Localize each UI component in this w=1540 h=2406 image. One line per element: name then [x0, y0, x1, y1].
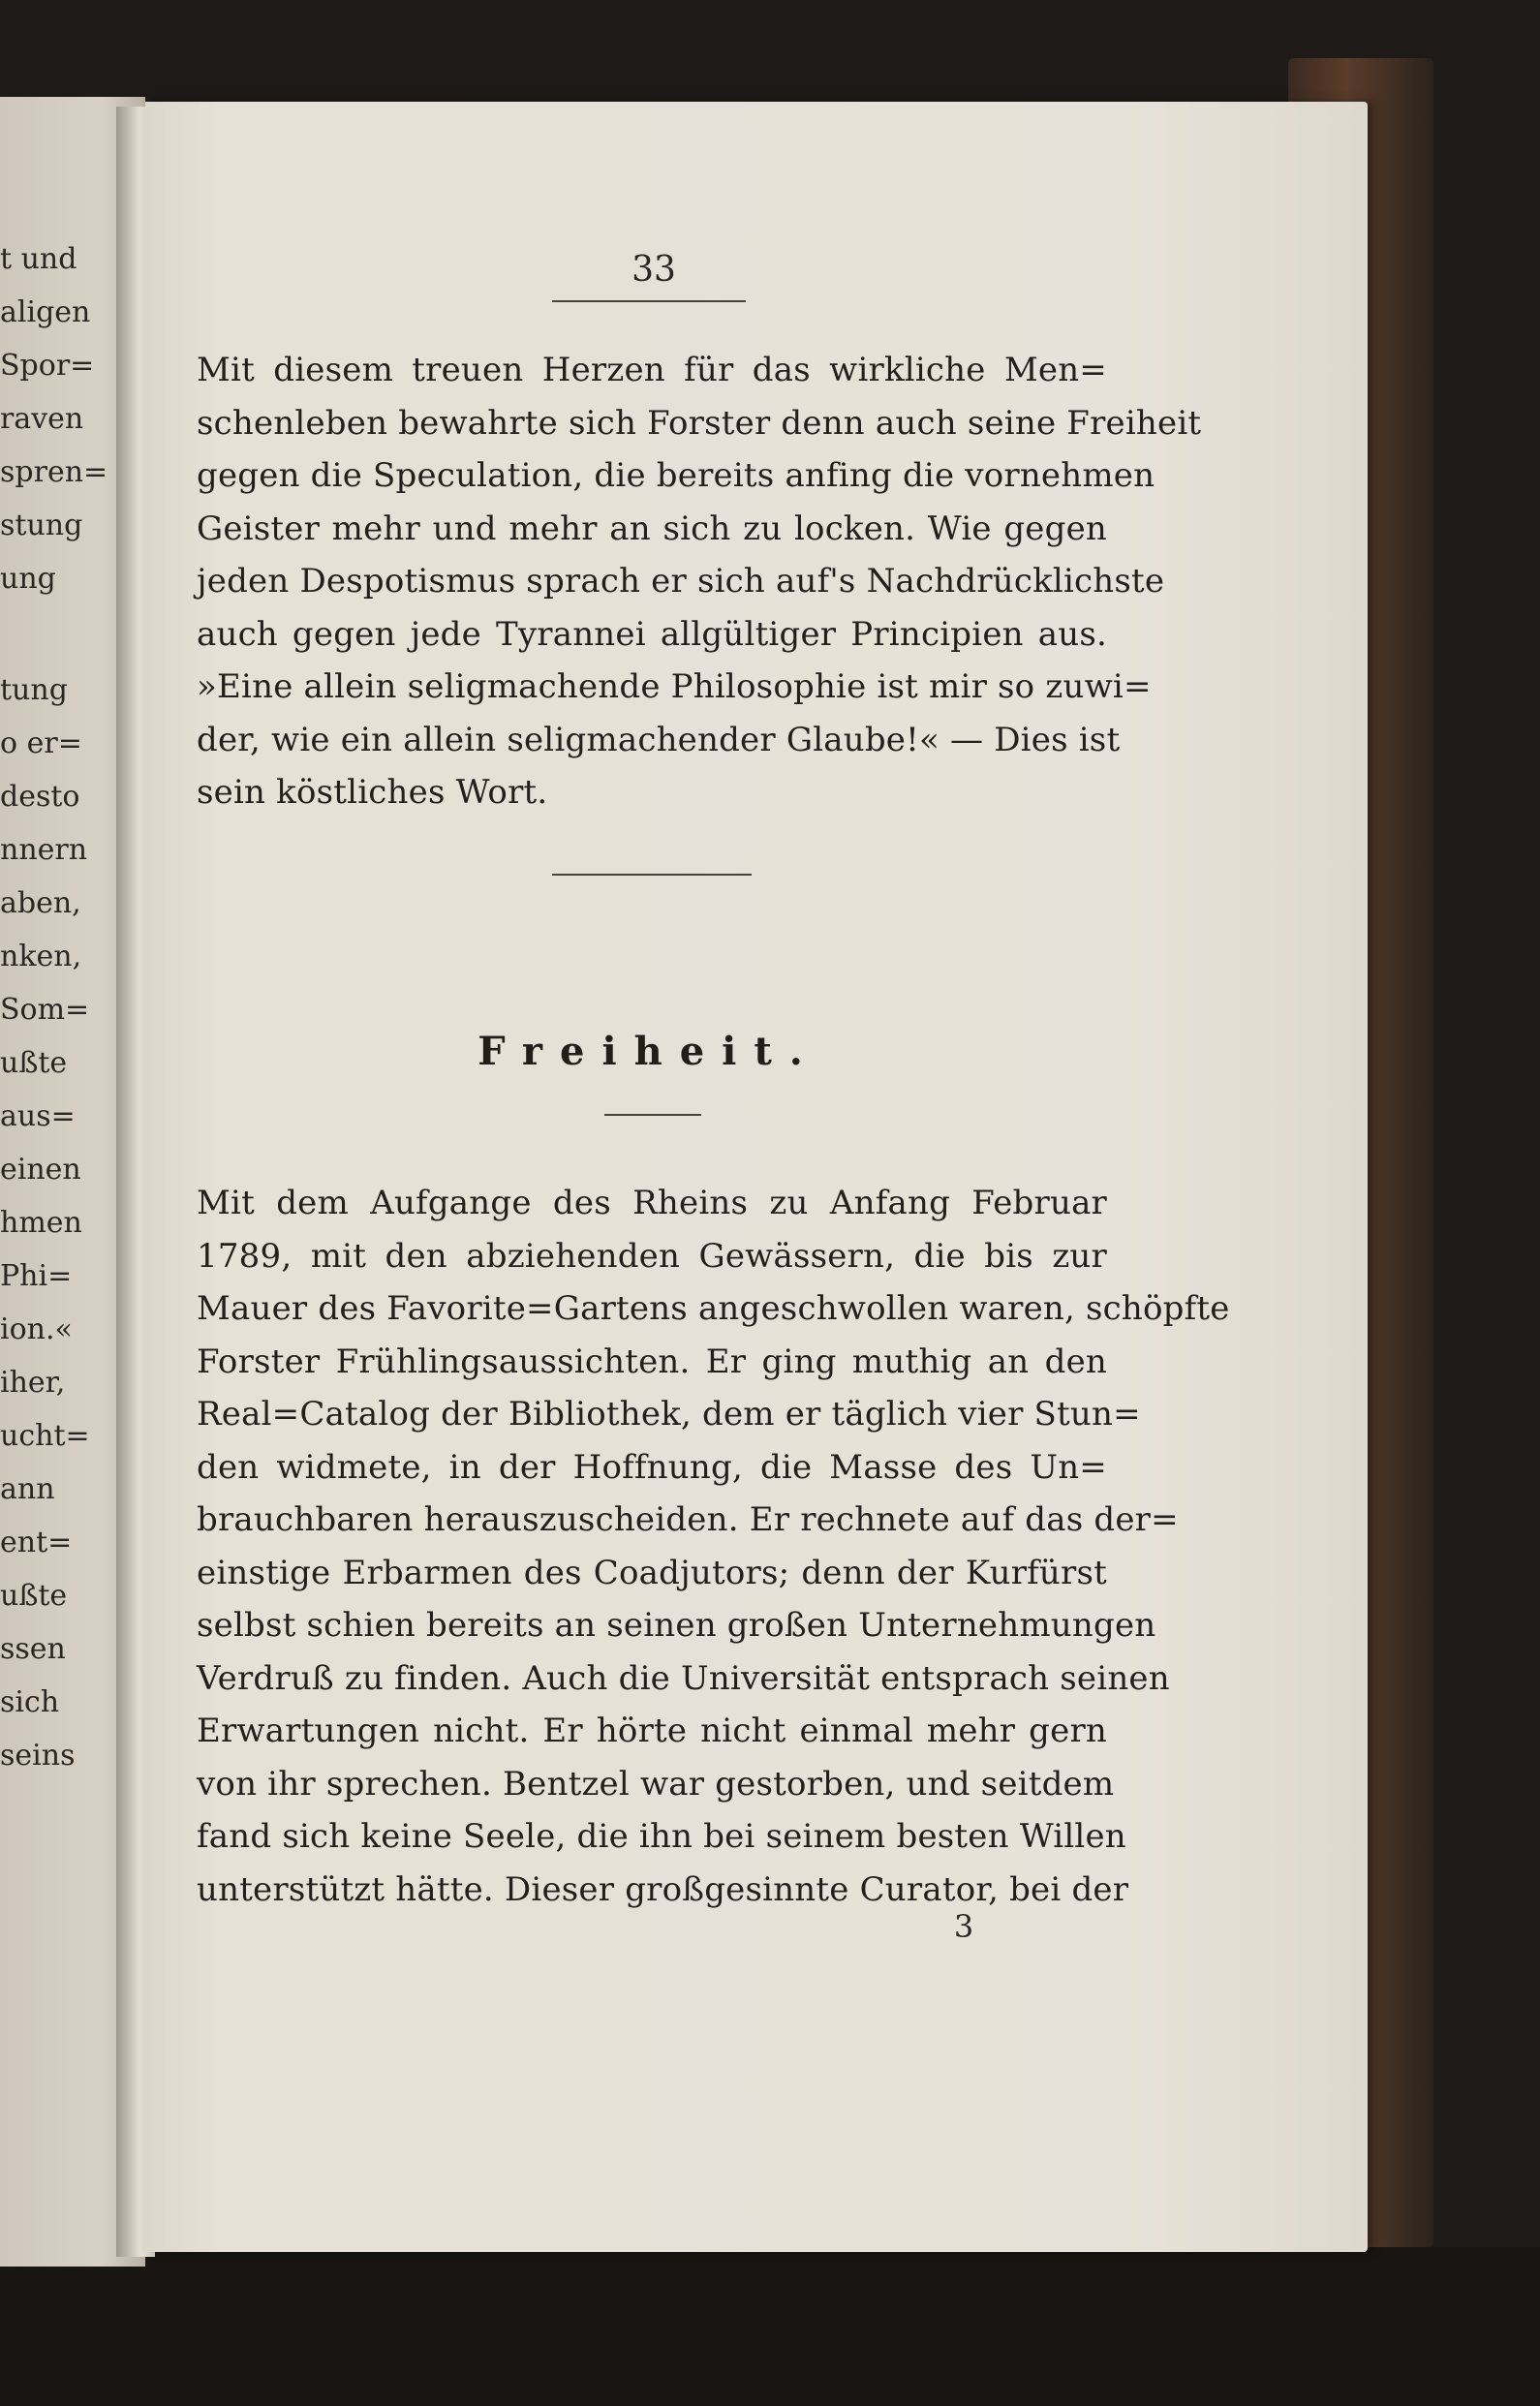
left-page-fragment: aligen: [0, 295, 91, 329]
text-line: Real=Catalog der Bibliothek, dem er täglich vier Stun=: [197, 1395, 1141, 1434]
text-line: Mauer des Favorite=Gartens angeschwollen waren, schöpfte: [197, 1289, 1230, 1328]
left-page-fragment: hmen: [0, 1206, 82, 1240]
text-line: »Eine allein seligmachende Philosophie ist mir so zuwi=: [197, 667, 1152, 706]
header-rule: [552, 300, 746, 302]
left-page-fragment: ußte: [0, 1579, 68, 1613]
left-page-fragment: raven: [0, 402, 84, 436]
left-page-fragment: ung: [0, 562, 56, 596]
left-page-fragment: Phi=: [0, 1259, 73, 1293]
text-line: auch gegen jede Tyrannei allgültiger Principien aus.: [197, 614, 1107, 654]
left-page-fragment: spren=: [0, 455, 108, 489]
text-line: jeden Despotismus sprach er sich auf's Nachdrücklichste: [197, 562, 1165, 601]
left-page-fragment: tung: [0, 673, 68, 707]
left-page-fragment: aus=: [0, 1099, 76, 1133]
left-page-fragment: nnern: [0, 833, 88, 867]
left-page-fragment: einen: [0, 1153, 81, 1187]
signature-mark: 3: [953, 1908, 974, 1945]
text-line: Geister mehr und mehr an sich zu locken. Wie gegen: [197, 509, 1107, 548]
left-page-fragment: Som=: [0, 993, 90, 1027]
left-page-fragment: ußte: [0, 1046, 68, 1080]
left-page-fragment: ssen: [0, 1632, 66, 1666]
book-cover-bottom: [0, 2247, 1540, 2406]
left-page-fragment: t und: [0, 242, 77, 276]
text-line: einstige Erbarmen des Coadjutors; denn der Kurfürst: [197, 1553, 1107, 1592]
text-line: Forster Frühlingsaussichten. Er ging muthig an den: [197, 1342, 1107, 1381]
left-page-fragment: sich: [0, 1685, 60, 1719]
left-page-fragment: iher,: [0, 1366, 66, 1400]
left-page-fragment: stung: [0, 509, 83, 542]
text-line: unterstützt hätte. Dieser großgesinnte Curator, bei der: [197, 1869, 1129, 1909]
left-page-fragment: Spor=: [0, 349, 95, 383]
text-line: gegen die Speculation, die bereits anfing die vornehmen: [197, 456, 1155, 495]
left-page-fragment: desto: [0, 780, 80, 814]
text-line: Mit diesem treuen Herzen für das wirkliche Men=: [197, 351, 1107, 389]
left-page-fragment: nken,: [0, 940, 82, 973]
text-line: sein köstliches Wort.: [197, 773, 548, 812]
text-line: von ihr sprechen. Bentzel war gestorben, und seitdem: [197, 1764, 1115, 1804]
text-line: selbst schien bereits an seinen großen Unternehmungen: [197, 1606, 1156, 1645]
text-line: Mit dem Aufgange des Rheins zu Anfang Februar: [197, 1184, 1107, 1222]
left-page-fragment: ion.«: [0, 1312, 73, 1346]
text-line: schenleben bewahrte sich Forster denn auch seine Freiheit: [197, 403, 1202, 443]
text-line: brauchbaren herauszuscheiden. Er rechnete auf das der=: [197, 1500, 1179, 1539]
text-line: der, wie ein allein seligmachender Glaube!« — Dies ist: [197, 720, 1121, 759]
section-divider: [552, 874, 752, 876]
text-line: Verdruß zu finden. Auch die Universität entsprach seinen: [197, 1658, 1170, 1698]
left-page-fragment: aben,: [0, 886, 81, 920]
section-heading: Freiheit.: [477, 1029, 820, 1074]
left-page-fragment: o er=: [0, 726, 82, 760]
page-number: 33: [631, 250, 676, 290]
left-page-fragment: seins: [0, 1739, 76, 1773]
text-line: Erwartungen nicht. Er hörte nicht einmal mehr gern: [197, 1712, 1107, 1750]
left-page-fragment: ucht=: [0, 1419, 90, 1453]
text-line: 1789, mit den abziehenden Gewässern, die bis zur: [197, 1236, 1107, 1276]
left-page-fragment: ann: [0, 1472, 55, 1506]
text-line: fand sich keine Seele, die ihn bei seinem besten Willen: [197, 1817, 1126, 1856]
left-page-fragment: ent=: [0, 1526, 73, 1559]
text-line: den widmete, in der Hoffnung, die Masse des Un=: [197, 1447, 1107, 1487]
heading-underline: [604, 1114, 701, 1116]
